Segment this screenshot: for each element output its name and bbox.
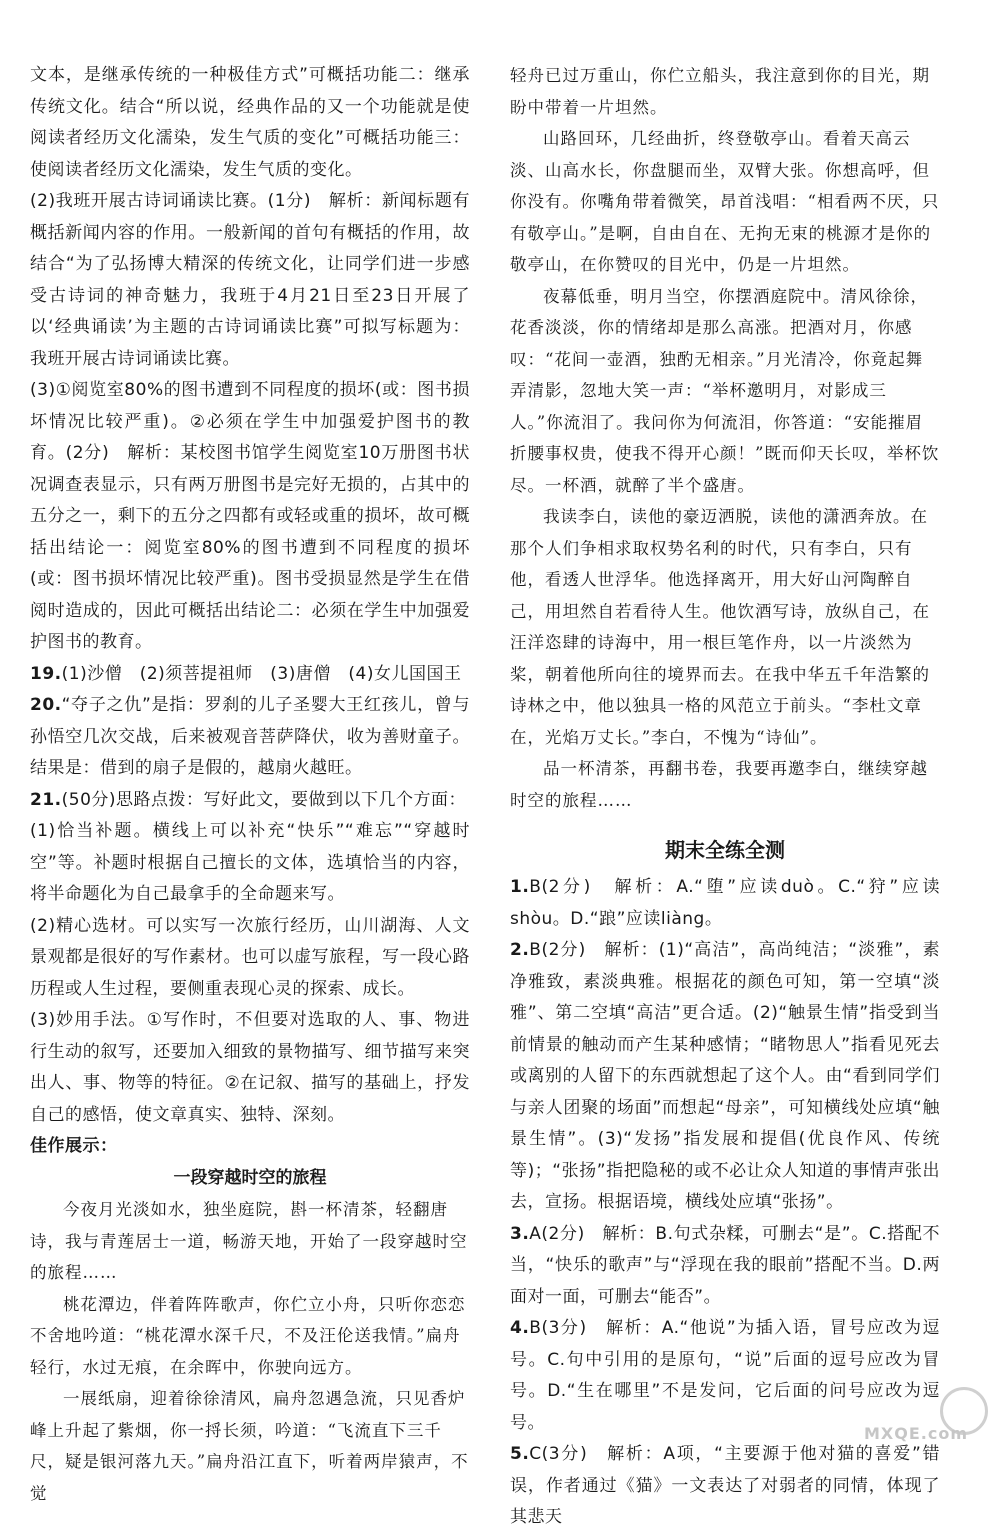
watermark-logo [858,1393,988,1445]
essay-paragraph-7: 品一杯清茶，再翻书卷，我要再邀李白，继续穿越时空的旅程…… [510,759,928,810]
answer-21-point-1: (1)恰当补题。横线上可以补充“快乐”“难忘”“穿越时空”等。补题时根据自己擅长的文体，选填恰当的内容，将半命题化为自己最拿手的全命题来写。 [30,821,470,904]
answer-21-point-2: (2)精心选材。可以实写一次旅行经历，山川湖海、人文景观都是很好的写作素材。也可以虚写旅程，写一段心路历程或人生过程，要侧重表现心灵的探索、成长。 [30,915,470,999]
watermark-text: MXQE.com [863,1424,968,1443]
answer-text: C(3分) 解析：A项，“主要源于他对猫的喜爱”错误，作者通过《猫》一文表达了对弱者的同情，体现了其悲天 [510,1444,940,1527]
answer-text: B(3分) 解析：A.“他说”为插入语，冒号应改为逗号。C.句中引用的是原句，“说”后面的逗号应改为冒号。D.“生在哪里”不是发问，它后面的问号应改为逗号。 [510,1318,940,1433]
question-number: 5. [510,1444,530,1464]
essay-paragraph-4: 山路回环，几经曲折，终登敬亭山。看着天高云淡、山高水长，你盘腿而坐，双臂大张。你想高呼，但你没有。你嘴角带着微笑，昂首浅唱：“相看两不厌，只有敬亭山。”是啊，自由自在、无拘无束的桃源才是你的敬亭山，在你赞叹的目光中，仍是一片坦然。 [510,129,940,274]
essay-paragraph-3-continued: 轻舟已过万重山，你伫立船头，我注意到你的目光，期盼中带着一片坦然。 [510,66,930,117]
answer-2 [510,935,940,1219]
answer-text: B(2分) 解析：A.“堕”应读duò。C.“狩”应读shòu。D.“踉”应读liàng。 [510,877,940,929]
answer-18-3: (3)①阅览室80%的图书遭到不同程度的损坏(或：图书损坏情况比较严重)。②必须在学生中加强爱护图书的教育。(2分) 解析：某校图书馆学生阅览室10万册图书状况调查表显示，只有两万册图书是完好无损的，占其中的五分之一，剩下的五分之四都有或轻或重的损坏，故可概括出结论一：阅览室80%的图书遭到不同程度的损坏(或：图书损坏情况比较严重)。图书受损显然是学生在借阅时造成的，因此可概括出结论二：必须在学生中加强爱护图书的教育。 [30,380,470,652]
essay-paragraph-1: 今夜月光淡如水，独坐庭院，斟一杯清茶，轻翻唐诗，我与青莲居士一道，畅游天地，开始了一段穿越时空的旅程…… [30,1200,468,1282]
answer-text: A(2分) 解析：B.句式杂糅，可删去“是”。C.搭配不当，“快乐的歌声”与“浮现在我的眼前”搭配不当。D.两面对一面，可删去“能否”。 [510,1223,940,1307]
answer-21 [30,785,470,817]
essay-paragraph-3: 一展纸扇，迎着徐徐清风，扁舟忽遇急流，只见香炉峰上升起了紫烟，你一捋长须，吟道：“飞流直下三千尺，疑是银河落九天。”扁舟沿江直下，听着两岸猿声，不觉 [30,1389,469,1503]
question-number: 21. [30,789,62,810]
question-number: 1. [510,877,530,897]
answer-19 [30,659,470,691]
essay-title: 一段穿越时空的旅程 [173,1167,327,1188]
essay-paragraph-5: 夜幕低垂，明月当空，你摆酒庭院中。清风徐徐，花香淡淡，你的情绪却是那么高涨。把酒对月，你感叹：“花间一壶酒，独酌无相亲。”月光清冷，你竟起舞弄清影，忽地大笑一声：“举杯邀明月，对影成三人。”你流泪了。我问你为何流泪，你答道：“安能摧眉折腰事权贵，使我不得开心颜！”既而仰天长叹，举杯饮尽。一杯酒，就醉了半个盛唐。 [510,286,940,495]
question-number: 20. [30,695,62,715]
answer-3 [510,1219,940,1314]
showcase-label: 佳作展示： [30,1136,118,1156]
question-number: 3. [510,1223,530,1244]
answer-20 [30,690,470,785]
essay-paragraph-6: 我读李白，读他的豪迈洒脱，读他的潇洒奔放。在那个人们争相求取权势名利的时代，只有李白，只有他，看透人世浮华。他选择离开，用大好山河陶醉自己，用坦然自若看待人生。他饮酒写诗，放纵自己，在汪洋恣肆的诗海中，用一根巨笔作舟，以一片淡然为桨，朝着他所向往的境界而去。在我中华五千年浩繁的诗林之中，他以独具一格的风范立于前头。“李杜文章在，光焰万丈长。”李白，不愧为“诗仙”。 [510,507,930,747]
answer-text: (1)沙僧 (2)须菩提祖师 (3)唐僧 (4)女儿国国王 [61,663,462,684]
answer-1 [510,872,940,935]
answer-18-2: (2)我班开展古诗词诵读比赛。(1分) 解析：新闻标题有概括新闻内容的作用。一般新闻的首句有概括的作用，故结合“为了弘扬博大精深的传统文化，让同学们进一步感受古诗词的神奇魅力，我班于4月21日至23日开展了以‘经典诵读’为主题的古诗词诵读比赛”可拟写标题为：我班开展古诗词诵读比赛。 [30,191,470,369]
right-column [510,60,940,1534]
answer-text: “夺子之仇”是指：罗刹的儿子圣婴大王红孩儿，曾与孙悟空几次交战，后来被观音菩萨降伏，收为善财童子。结果是：借到的扇子是假的，越扇火越旺。 [30,695,470,778]
essay-paragraph-2: 桃花潭边，伴着阵阵歌声，你伫立小舟，只听你恋恋不舍地吟道：“桃花潭水深千尺，不及汪伦送我情。”扁舟轻行，水过无痕，在余晖中，你驶向远方。 [30,1294,466,1377]
question-number: 19. [30,663,62,684]
paragraph-function-summary: 文本，是继承传统的一种极佳方式”可概括功能二：继承传统文化。结合“所以说，经典作品的又一个功能就是使阅读者经历文化濡染，发生气质的变化”可概括功能三：使阅读者经历文化濡染，发生气质的变化。 [30,65,470,180]
answer-5 [510,1439,940,1534]
left-column [30,60,470,1509]
answer-text: B(2分) 解析：(1)“高洁”，高尚纯洁；“淡雅”，素净雅致，素淡典雅。根据花的颜色可知，第一空填“淡雅”、第二空填“高洁”更合适。(2)“触景生情”指受到当前情景的触动而产生某种感情；“睹物思人”指看见死去或离别的人留下的东西就想起了这个人。由“看到同学们与亲人团聚的场面”而想起“母亲”，可知横线处应填“触景生情”。(3)“发扬”指发展和提倡(优良作风、传统等)；“张扬”指把隐秘的或不必让众人知道的事情声张出去，宣扬。根据语境，横线处应填“张扬”。 [510,940,940,1212]
answer-text: (50分)思路点拨：写好此文，要做到以下几个方面： [61,789,467,810]
question-number: 4. [510,1318,530,1338]
question-number: 2. [510,940,530,960]
answer-21-point-3: (3)妙用手法。①写作时，不但要对选取的人、事、物进行生动的叙写，还要加入细致的景物描写、细节描写来突出人、事、物等的特征。②在记叙、描写的基础上，抒发自己的感悟，使文章真实、独特、深刻。 [30,1010,470,1125]
section-title: 期末全练全测 [665,838,785,862]
